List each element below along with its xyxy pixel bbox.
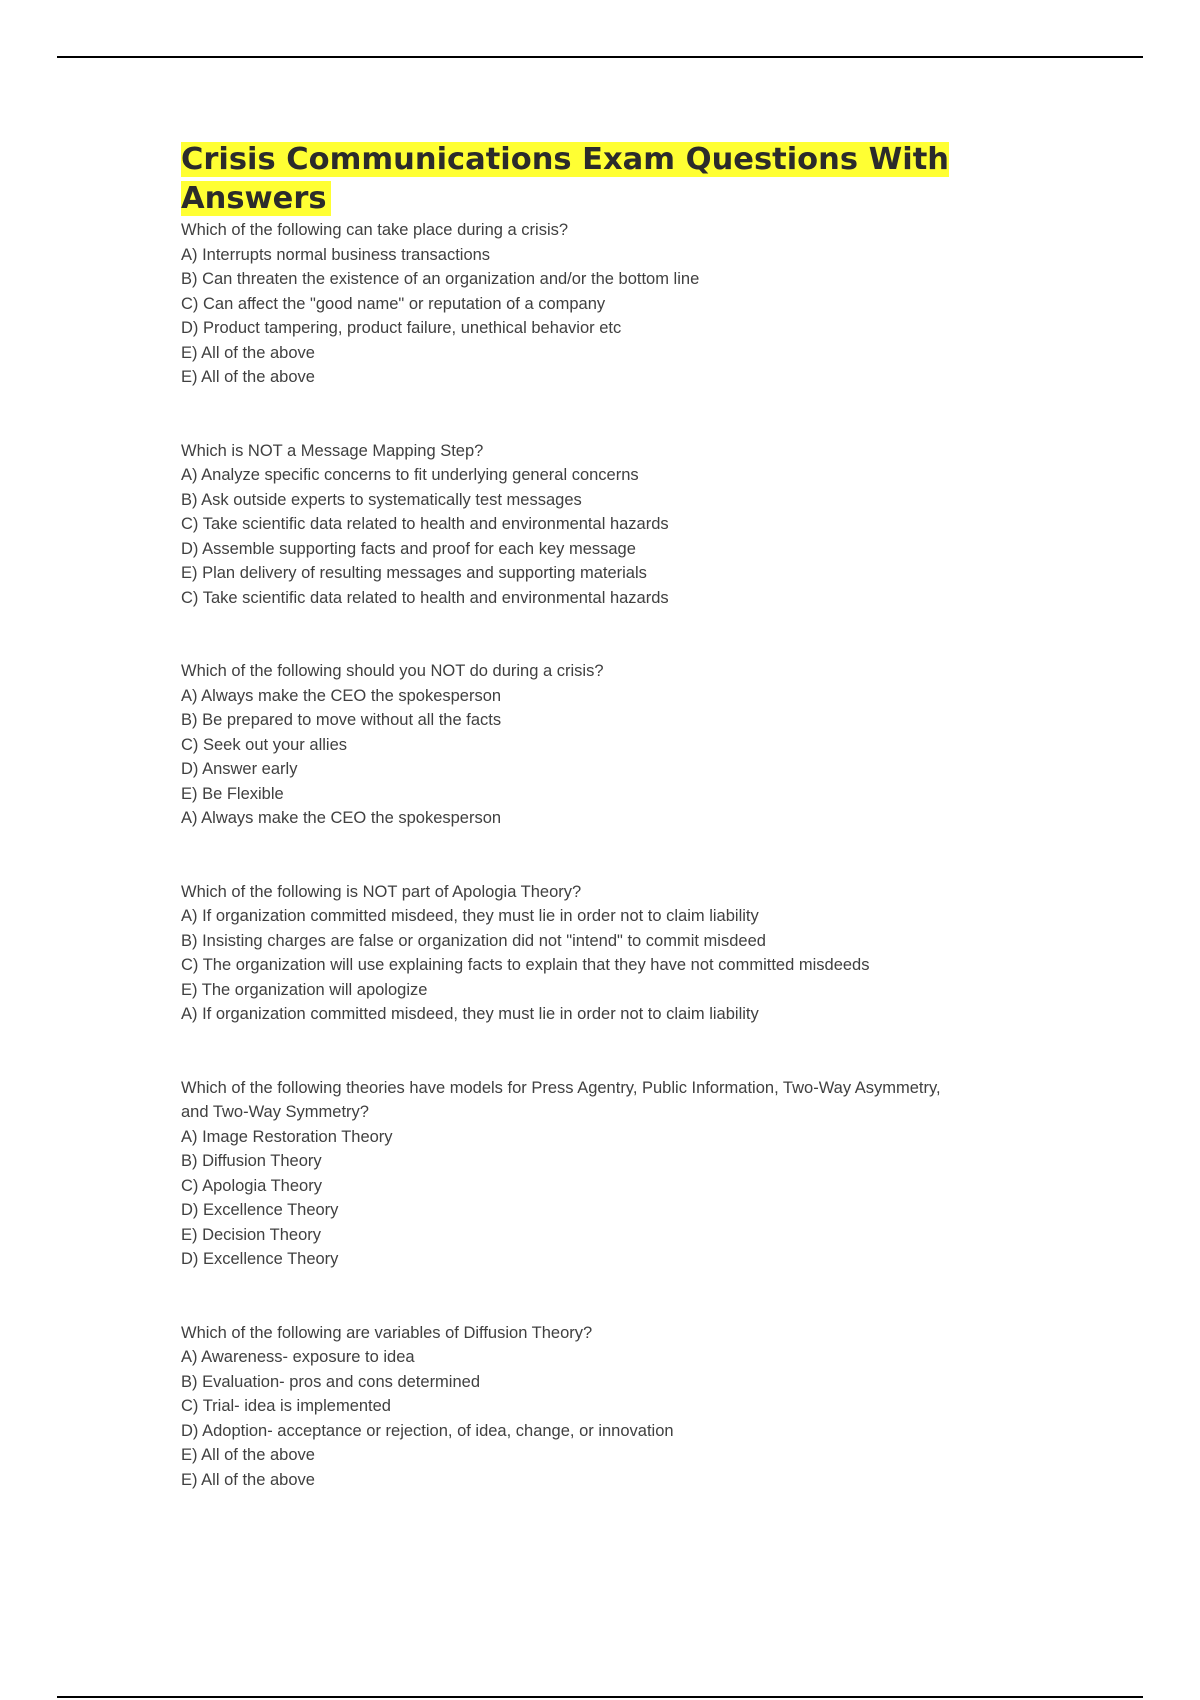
- option-a: A) Image Restoration Theory: [181, 1127, 393, 1146]
- option-b: B) Can threaten the existence of an organization and/or the bottom line: [181, 270, 700, 288]
- question-block-2: [181, 439, 1061, 611]
- question-block-3: [181, 659, 1061, 831]
- option-c: C) Apologia Theory: [181, 1176, 322, 1195]
- answer: A) If organization committed misdeed, they must lie in order not to claim liability: [181, 1005, 759, 1023]
- document-body: [181, 140, 1061, 1541]
- option-a: A) If organization committed misdeed, they must lie in order not to claim liability: [181, 907, 759, 925]
- answer: E) All of the above: [181, 1470, 315, 1489]
- question-prompt: Which of the following is NOT part of Apologia Theory?: [181, 882, 582, 901]
- option-a: A) Interrupts normal business transactions: [181, 245, 491, 264]
- option-e: E) The organization will apologize: [181, 980, 428, 999]
- option-e: E) All of the above: [181, 1446, 315, 1464]
- question-block-5: [181, 1076, 1061, 1272]
- question-block-6: [181, 1321, 1061, 1493]
- option-c: C) Seek out your allies: [181, 735, 347, 754]
- option-b: B) Be prepared to move without all the facts: [181, 711, 502, 729]
- answer: E) All of the above: [181, 368, 315, 386]
- question-block-4: [181, 880, 1061, 1027]
- document-title: [181, 140, 1001, 218]
- title-highlight: Crisis Communications Exam Questions With Answers: [181, 142, 950, 216]
- question-prompt: Which of the following can take place during a crisis?: [181, 221, 569, 239]
- option-b: B) Diffusion Theory: [181, 1152, 322, 1170]
- answer: A) Always make the CEO the spokesperson: [181, 809, 502, 827]
- option-a: A) Analyze specific concerns to fit underlying general concerns: [181, 466, 639, 484]
- option-e: E) Be Flexible: [181, 784, 284, 803]
- top-rule: [57, 56, 1143, 58]
- option-c: C) The organization will use explaining facts to explain that they have not committed misdeeds: [181, 956, 870, 974]
- option-b: B) Ask outside experts to systematically test messages: [181, 490, 582, 509]
- option-e: E) All of the above: [181, 343, 315, 362]
- question-prompt: Which of the following theories have models for Press Agentry, Public Information, Two-Way Asymmetry, and Two-Way Symmetry?: [181, 1078, 941, 1121]
- option-b: B) Evaluation- pros and cons determined: [181, 1372, 480, 1391]
- option-c: C) Trial- idea is implemented: [181, 1397, 391, 1415]
- option-c: C) Take scientific data related to health and environmental hazards: [181, 515, 669, 533]
- answer: D) Excellence Theory: [181, 1250, 339, 1268]
- option-a: A) Awareness- exposure to idea: [181, 1348, 415, 1366]
- option-a: A) Always make the CEO the spokesperson: [181, 686, 502, 705]
- question-prompt: Which of the following are variables of Diffusion Theory?: [181, 1323, 593, 1342]
- option-d: D) Answer early: [181, 760, 298, 778]
- question-prompt: Which of the following should you NOT do during a crisis?: [181, 662, 604, 680]
- option-d: D) Product tampering, product failure, unethical behavior etc: [181, 319, 622, 337]
- option-e: E) Decision Theory: [181, 1225, 322, 1244]
- option-e: E) Plan delivery of resulting messages and supporting materials: [181, 564, 647, 582]
- option-d: D) Adoption- acceptance or rejection, of idea, change, or innovation: [181, 1421, 674, 1440]
- option-b: B) Insisting charges are false or organization did not "intend" to commit misdeed: [181, 931, 766, 950]
- bottom-rule: [57, 1696, 1143, 1698]
- option-d: D) Excellence Theory: [181, 1201, 339, 1219]
- answer: C) Take scientific data related to health and environmental hazards: [181, 588, 669, 607]
- question-block-1: [181, 218, 1061, 390]
- option-c: C) Can affect the "good name" or reputation of a company: [181, 294, 606, 313]
- question-prompt: Which is NOT a Message Mapping Step?: [181, 441, 484, 460]
- option-d: D) Assemble supporting facts and proof for each key message: [181, 539, 636, 558]
